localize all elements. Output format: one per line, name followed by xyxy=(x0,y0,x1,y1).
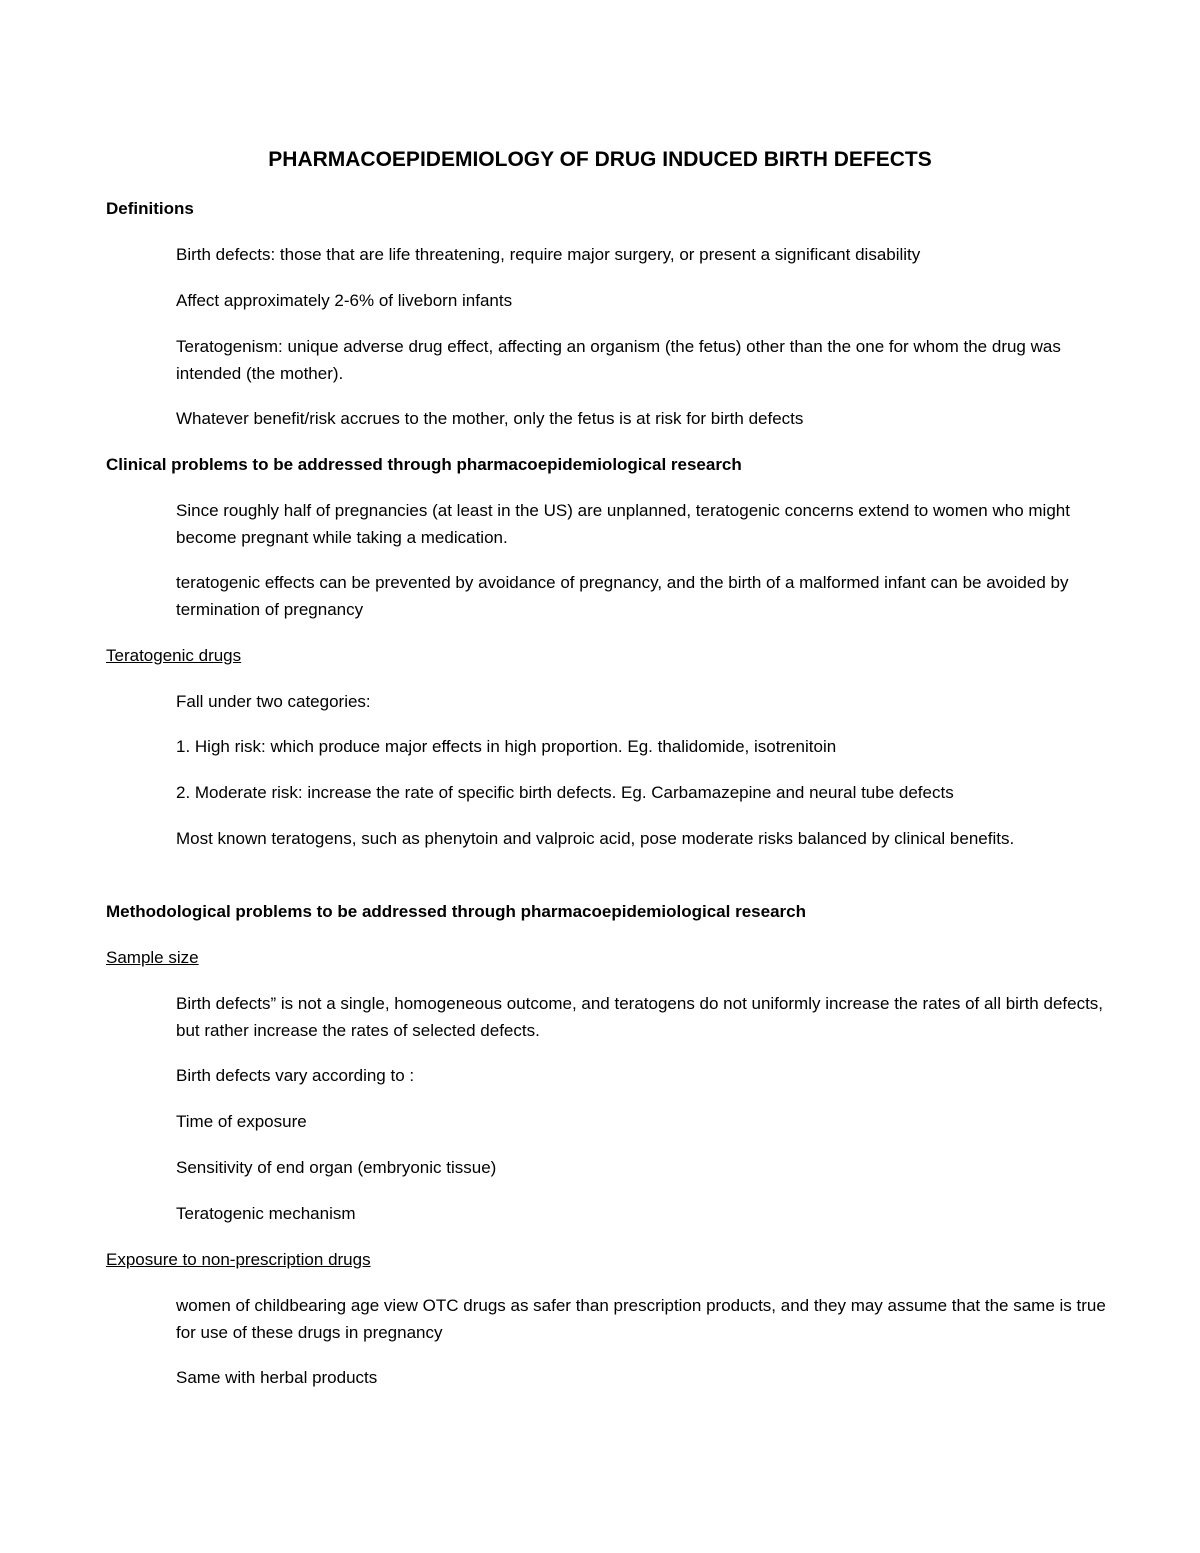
section-heading-definitions: Definitions xyxy=(106,199,194,218)
section-heading-non-prescription-drugs: Exposure to non-prescription drugs xyxy=(106,1250,371,1269)
list-item: Same with herbal products xyxy=(176,1368,378,1387)
list-item: women of childbearing age view OTC drugs as safer than prescription products, and they may assume that the same is true for use of these drugs in pregnancy xyxy=(176,1296,1106,1342)
list-item: Birth defects vary according to : xyxy=(176,1066,415,1085)
section-heading-teratogenic-drugs: Teratogenic drugs xyxy=(106,646,242,665)
list-item: Since roughly half of pregnancies (at least in the US) are unplanned, teratogenic concerns extend to women who might become pregnant while taking a medication. xyxy=(176,501,1070,547)
list-item: Birth defects: those that are life threatening, require major surgery, or present a significant disability xyxy=(176,245,921,264)
list-item: Birth defects” is not a single, homogeneous outcome, and teratogens do not uniformly increase the rates of all birth defects, but rather increase the rates of selected defects. xyxy=(176,994,1104,1040)
section-heading-sample-size: Sample size xyxy=(106,948,199,967)
list-item: Teratogenic mechanism xyxy=(176,1204,356,1223)
list-item: 1. High risk: which produce major effects in high proportion. Eg. thalidomide, isotrenitoin xyxy=(176,737,837,756)
list-item: 2. Moderate risk: increase the rate of specific birth defects. Eg. Carbamazepine and neural tube defects xyxy=(176,783,954,802)
list-item: Most known teratogens, such as phenytoin and valproic acid, pose moderate risks balanced by clinical benefits. xyxy=(176,829,1015,848)
section-heading-clinical-problems: Clinical problems to be addressed through pharmacoepidemiological research xyxy=(106,455,742,474)
section-heading-methodological-problems: Methodological problems to be addressed through pharmacoepidemiological research xyxy=(106,902,806,921)
list-item: Time of exposure xyxy=(176,1112,307,1131)
list-item: Teratogenism: unique adverse drug effect, affecting an organism (the fetus) other than the one for whom the drug was intended (the mother). xyxy=(176,337,1061,383)
document-title: PHARMACOEPIDEMIOLOGY OF DRUG INDUCED BIRTH DEFECTS xyxy=(268,148,932,171)
list-item: Fall under two categories: xyxy=(176,692,371,711)
list-item: Affect approximately 2-6% of liveborn infants xyxy=(176,291,513,310)
list-item: teratogenic effects can be prevented by avoidance of pregnancy, and the birth of a malformed infant can be avoided by termination of pregnancy xyxy=(176,573,1069,619)
list-item: Sensitivity of end organ (embryonic tissue) xyxy=(176,1158,497,1177)
list-item: Whatever benefit/risk accrues to the mother, only the fetus is at risk for birth defects xyxy=(176,409,804,428)
